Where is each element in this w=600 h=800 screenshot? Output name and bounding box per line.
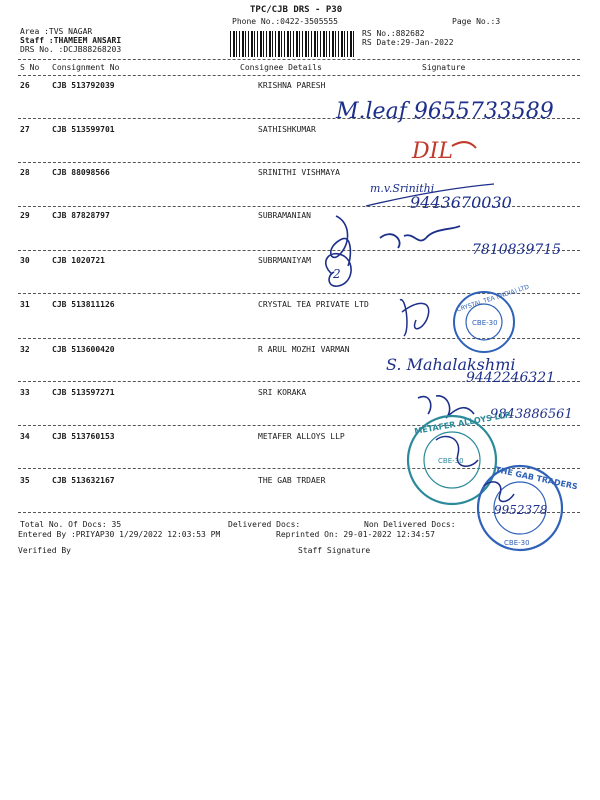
signature-flourish bbox=[452, 142, 476, 148]
signature-row-29-scribble bbox=[380, 226, 460, 248]
row-consignment: CJB 87828797 bbox=[52, 211, 110, 220]
row-consignee: KRISHNA PARESH bbox=[258, 81, 326, 90]
metafer-stamp bbox=[408, 410, 511, 504]
area-label: Area :TVS NAGAR bbox=[20, 27, 93, 36]
signature-row-26: M.leaf 9655733589 bbox=[336, 99, 554, 124]
stamp-crystal-ring: CRYSTAL TEA (INDIA) LTD bbox=[455, 283, 531, 314]
reprinted-on: Reprinted On: 29-01-2022 12:34:57 bbox=[276, 530, 435, 539]
signature-row-28: m.v.Srinithi bbox=[370, 182, 435, 195]
staff-label: Staff :THAMEEM ANSARI bbox=[20, 36, 122, 45]
row-consignee: SUBRAMANIAN bbox=[258, 211, 311, 220]
row-consignee: THE GAB TRDAER bbox=[258, 476, 326, 485]
row-sno: 35 bbox=[20, 476, 30, 485]
row-consignment: CJB 513811126 bbox=[52, 300, 115, 309]
row-consignment: CJB 513632167 bbox=[52, 476, 115, 485]
phone-row-35: 9952378 bbox=[494, 503, 548, 517]
crystal-tea-stamp bbox=[454, 283, 530, 352]
col-consignee: Consignee Details bbox=[240, 63, 322, 72]
row-sno: 31 bbox=[20, 300, 30, 309]
row-consignment: CJB 88098566 bbox=[52, 168, 110, 177]
report-title: TPC/CJB DRS - P30 bbox=[250, 5, 343, 15]
row-consignee: CRYSTAL TEA PRIVATE LTD bbox=[258, 300, 369, 309]
col-consignment: Consignment No bbox=[52, 63, 120, 72]
row-consignee: SRINITHI VISHMAYA bbox=[258, 168, 340, 177]
row-consignee: METAFER ALLOYS LLP bbox=[258, 432, 345, 441]
row-sno: 34 bbox=[20, 432, 30, 441]
stamp-gab-ring: THE GAB TRADERS bbox=[494, 465, 579, 492]
stamp-crystal-center: CBE-30 bbox=[472, 319, 498, 327]
phone-row-29: 7810839715 bbox=[472, 242, 562, 258]
signature-row-30: 2 bbox=[333, 267, 341, 281]
stamp-metafer-ring: METAFER ALLOYS LLP bbox=[413, 410, 512, 437]
non-delivered-docs: Non Delivered Docs: bbox=[364, 520, 456, 529]
signature-row-31 bbox=[400, 300, 429, 336]
total-docs: Total No. Of Docs: 35 bbox=[20, 520, 122, 529]
row-consignee: R ARUL MOZHI VARMAN bbox=[258, 345, 350, 354]
row-consignment: CJB 513599701 bbox=[52, 125, 115, 134]
phone-number: Phone No.:0422-3505555 bbox=[232, 17, 338, 26]
row-sno: 27 bbox=[20, 125, 30, 134]
rs-number: RS No.:882682 bbox=[362, 29, 425, 38]
page-number: Page No.:3 bbox=[452, 17, 501, 26]
row-sno: 29 bbox=[20, 211, 30, 220]
row-consignment: CJB 513600420 bbox=[52, 345, 115, 354]
row-consignment: CJB 513792039 bbox=[52, 81, 115, 90]
phone-row-33: 9843886561 bbox=[490, 407, 573, 422]
row-consignment: CJB 513760153 bbox=[52, 432, 115, 441]
verified-by: Verified By bbox=[18, 546, 71, 555]
entered-by: Entered By :PRIYAP30 1/29/2022 12:03:53 PM bbox=[18, 530, 221, 539]
signature-row-32: S. Mahalakshmi bbox=[386, 355, 516, 374]
row-consignee: SATHISHKUMAR bbox=[258, 125, 316, 134]
col-signature: Signature bbox=[422, 63, 466, 72]
col-sno: S No bbox=[20, 63, 40, 72]
row-sno: 30 bbox=[20, 256, 30, 265]
rs-date: RS Date:29-Jan-2022 bbox=[362, 38, 454, 47]
row-sno: 33 bbox=[20, 388, 30, 397]
stamp-metafer-center: CBE-30 bbox=[438, 457, 464, 465]
signature-row-27: DIL bbox=[412, 139, 453, 164]
row-consignee: SRI KORAKA bbox=[258, 388, 307, 397]
row-consignment: CJB 1020721 bbox=[52, 256, 105, 265]
row-consignee: SUBRMANIYAM bbox=[258, 256, 311, 265]
stamp-gab-bottom: CBE-30 bbox=[504, 539, 530, 547]
row-sno: 28 bbox=[20, 168, 30, 177]
delivered-docs: Delivered Docs: bbox=[228, 520, 301, 529]
row-sno: 32 bbox=[20, 345, 30, 354]
staff-signature-label: Staff Signature bbox=[298, 546, 371, 555]
row-consignment: CJB 513597271 bbox=[52, 388, 115, 397]
signature-row-33-scribble bbox=[418, 396, 474, 418]
phone-row-32: 9442246321 bbox=[466, 370, 556, 386]
row-sno: 26 bbox=[20, 81, 30, 90]
drs-number: DRS No. :DCJB88268203 bbox=[20, 45, 122, 54]
phone-row-28: 9443670030 bbox=[410, 193, 512, 212]
